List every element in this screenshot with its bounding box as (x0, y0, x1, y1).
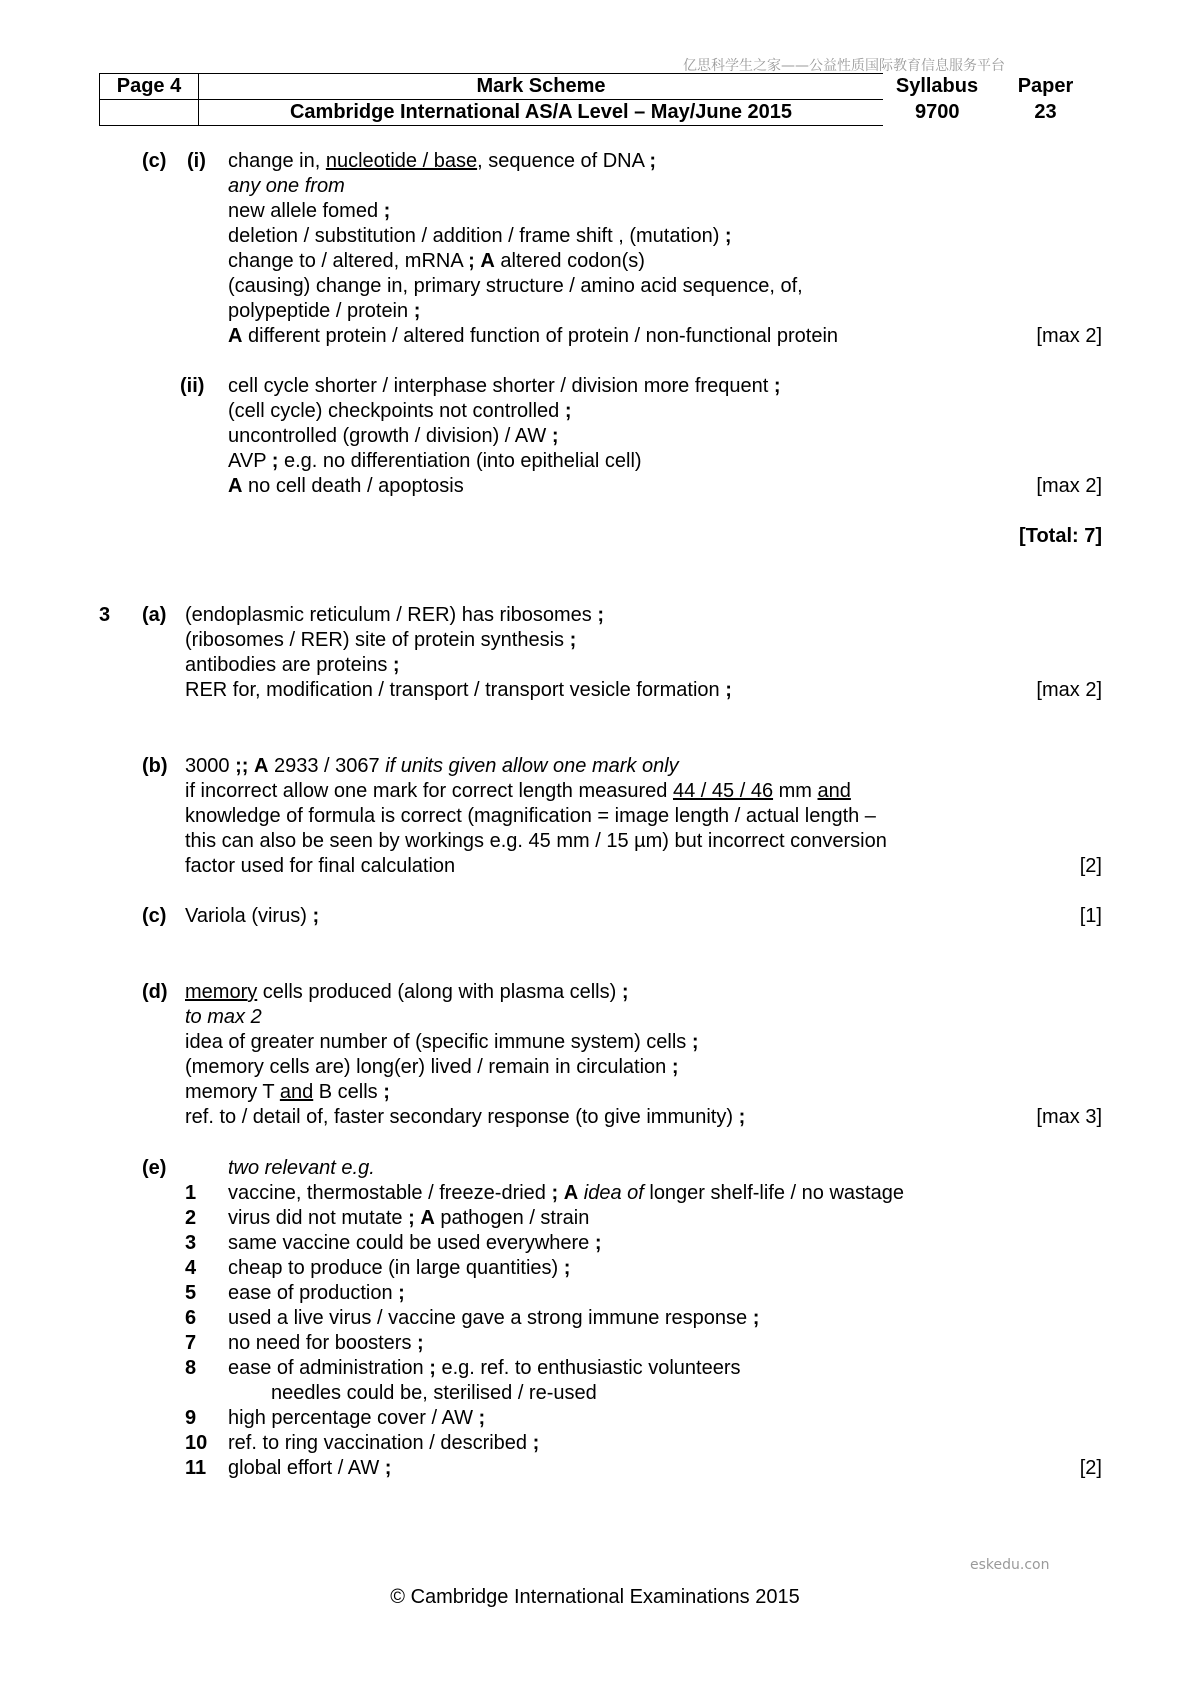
3b-mark: [2] (1079, 855, 1102, 877)
c-i-line-6: (causing) change in, primary structure / amino acid sequence, of, (228, 275, 803, 297)
c-i-any-one-from: any one from (228, 175, 345, 197)
e-item-4: cheap to produce (in large quantities) ; (228, 1257, 571, 1279)
c-ii-line-3: uncontrolled (growth / division) / AW ; (228, 425, 559, 447)
mark-scheme-title: Mark Scheme (199, 74, 884, 100)
3d-line-5: memory T and B cells ; (185, 1081, 390, 1103)
c-ii-mark: [max 2] (1036, 475, 1102, 497)
page-number: Page 4 (100, 74, 199, 100)
e-item-number: 10 (185, 1432, 208, 1454)
exam-subtitle: Cambridge International AS/A Level – May/June 2015 (199, 100, 884, 126)
question-3-number: 3 (99, 604, 111, 626)
e-item-number: 5 (185, 1282, 197, 1304)
3c-mark: [1] (1079, 905, 1102, 927)
3b-line-1: 3000 ;; A 2933 / 3067 if units given allow one mark only (185, 755, 679, 777)
e-item-number: 11 (185, 1457, 207, 1479)
e-item-number: 9 (185, 1407, 197, 1429)
3d-line-4: (memory cells are) long(er) lived / remain in circulation ; (185, 1056, 679, 1078)
c-ii-line-2: (cell cycle) checkpoints not controlled ; (228, 400, 572, 422)
header-table (99, 73, 1100, 126)
e-item-6: used a live virus / vaccine gave a strong immune response ; (228, 1307, 760, 1329)
3a-line-2: (ribosomes / RER) site of protein synthesis ; (185, 629, 577, 651)
e-item-9: high percentage cover / AW ; (228, 1407, 486, 1429)
c-i-line-4: deletion / substitution / addition / frame shift , (mutation) ; (228, 225, 732, 247)
3d-line-2: to max 2 (185, 1006, 262, 1028)
3d-line-6: ref. to / detail of, faster secondary response (to give immunity) ; (185, 1106, 746, 1128)
3a-line-1: (endoplasmic reticulum / RER) has ribosomes ; (185, 604, 605, 626)
e-item-11: global effort / AW ; (228, 1457, 392, 1479)
syllabus-label: Syllabus (895, 75, 979, 97)
c-i-mark: [max 2] (1036, 325, 1102, 347)
c-i-line-8: A different protein / altered function of protein / non-functional protein (228, 325, 839, 347)
e-item-number: 7 (185, 1332, 197, 1354)
e-item-8: ease of administration ; e.g. ref. to enthusiastic volunteers (228, 1357, 741, 1379)
c-i-line-7: polypeptide / protein ; (228, 300, 421, 322)
e-item-number: 6 (185, 1307, 197, 1329)
3c-line-1: Variola (virus) ; (185, 905, 320, 927)
e-item-number: 1 (185, 1182, 197, 1204)
e-item-3: same vaccine could be used everywhere ; (228, 1232, 602, 1254)
3a-mark: [max 2] (1036, 679, 1102, 701)
watermark-top: 亿思科学生之家——公益性质国际教育信息服务平台 (683, 58, 1005, 74)
c-ii-line-1: cell cycle shorter / interphase shorter / division more frequent ; (228, 375, 781, 397)
3b-line-2: if incorrect allow one mark for correct length measured 44 / 45 / 46 mm and (185, 780, 851, 802)
3b-line-5: factor used for final calculation (185, 855, 456, 877)
e-item-7: no need for boosters ; (228, 1332, 424, 1354)
e-item-number: 3 (185, 1232, 197, 1254)
3e-intro: two relevant e.g. (228, 1157, 375, 1179)
syllabus-code: 9700 (915, 101, 960, 123)
e-item-2: virus did not mutate ; A pathogen / strain (228, 1207, 590, 1229)
part-3b-label: (b) (142, 755, 168, 777)
3a-line-4: RER for, modification / transport / transport vesicle formation ; (185, 679, 732, 701)
c-i-line-5: change to / altered, mRNA ; A altered codon(s) (228, 250, 645, 272)
c-i-line-3: new allele fomed ; (228, 200, 391, 222)
3e-mark: [2] (1079, 1457, 1102, 1479)
3a-line-3: antibodies are proteins ; (185, 654, 400, 676)
paper-label: Paper (1017, 75, 1074, 97)
part-c-i-label: (i) (187, 150, 206, 172)
3b-line-4: this can also be seen by workings e.g. 45 mm / 15 µm) but incorrect conversion (185, 830, 887, 852)
e-item-5: ease of production ; (228, 1282, 405, 1304)
3b-line-3: knowledge of formula is correct (magnification = image length / actual length – (185, 805, 876, 827)
e-item-number: 2 (185, 1207, 197, 1229)
e-item-number: 8 (185, 1357, 197, 1379)
watermark-bottom: eskedu.con (970, 1557, 1050, 1573)
part-c-ii-label: (ii) (180, 375, 205, 397)
e-item-8-continued: needles could be, sterilised / re-used (271, 1382, 597, 1404)
3d-line-3: idea of greater number of (specific immune system) cells ; (185, 1031, 699, 1053)
paper-code: 23 (1034, 101, 1057, 123)
c-ii-line-5: A no cell death / apoptosis (228, 475, 464, 497)
e-item-1: vaccine, thermostable / freeze-dried ; A idea of longer shelf-life / no wastage (228, 1182, 904, 1204)
e-item-10: ref. to ring vaccination / described ; (228, 1432, 540, 1454)
part-c-label: (c) (142, 150, 167, 172)
3d-mark: [max 3] (1036, 1106, 1102, 1128)
total-mark: [Total: 7] (1019, 525, 1102, 547)
part-3e-label: (e) (142, 1157, 167, 1179)
3d-line-1: memory cells produced (along with plasma cells) ; (185, 981, 629, 1003)
c-i-line-1: change in, nucleotide / base, sequence of DNA ; (228, 150, 657, 172)
e-item-number: 4 (185, 1257, 197, 1279)
part-3c-label: (c) (142, 905, 167, 927)
part-3d-label: (d) (142, 981, 168, 1003)
part-3a-label: (a) (142, 604, 167, 626)
c-ii-line-4: AVP ; e.g. no differentiation (into epithelial cell) (228, 450, 642, 472)
footer-copyright: © Cambridge International Examinations 2015 (390, 1586, 800, 1608)
